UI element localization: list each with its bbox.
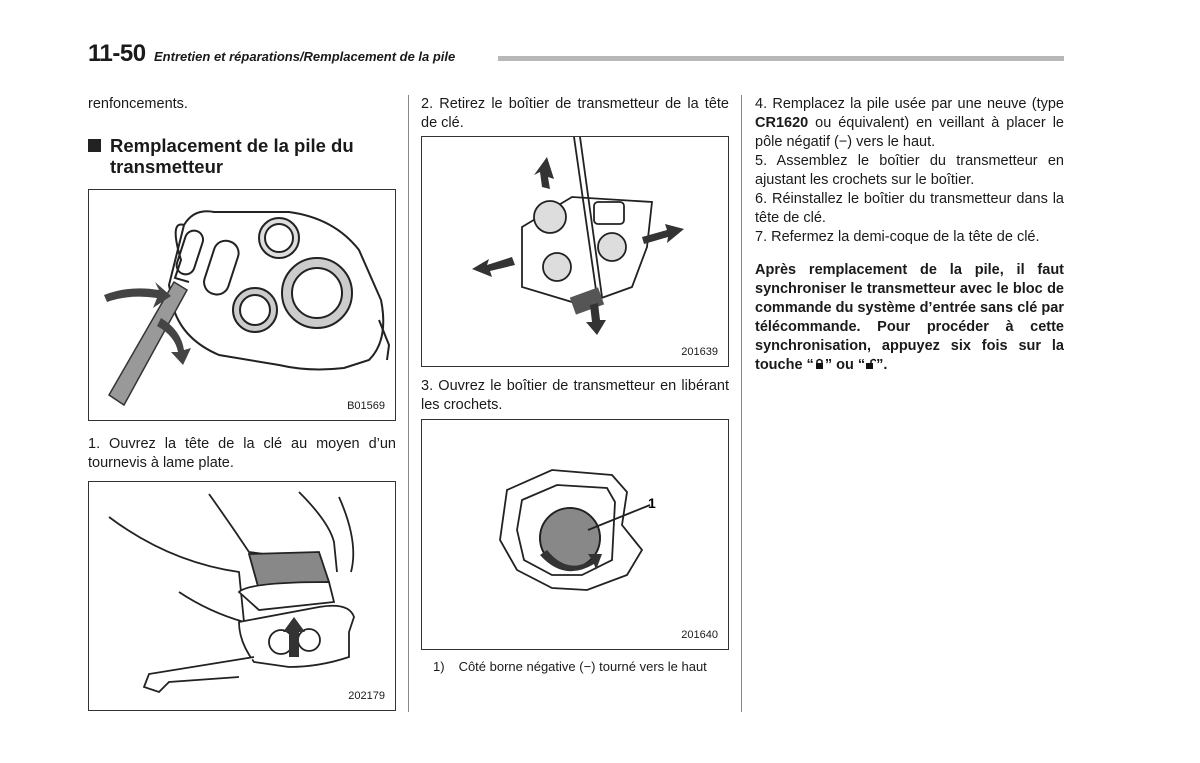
column-3 [755,95,1064,375]
open-casing-illustration [422,420,728,649]
battery-type: CR1620 [755,115,809,131]
heading-square-icon [88,139,101,152]
heading-line-2: transmetteur [110,156,224,177]
intro-text: renfoncements. [88,96,188,112]
column-divider-2 [741,95,742,712]
important-text: Après remplacement de la pile, il faut synchroniser le transmetteur avec le bloc de commande du système d’entrée sans clé par télécommande. Pour procéder à cette synchronisation, appuyez six fois sur la touche “ [755,262,1064,373]
figure-2-code: 202179 [348,690,385,702]
screwdriver-illustration [89,482,395,710]
unlock-key-icon [865,357,876,369]
important-mid: ” ou “ [824,357,866,373]
transmitter-removal-illustration [422,137,728,366]
figure-note [421,659,729,675]
column-divider-1 [408,95,409,712]
column-1 [88,95,396,711]
step-6: 6. Réinstallez le boîtier du transmetteur dans la tête de clé. [755,191,1064,226]
step-4-suffix: ou équivalent) en veillant à placer le pôle négatif (−) vers le haut. [755,115,1064,150]
page-number: 11-50 [88,40,146,67]
column-2 [421,95,729,675]
step-1: 1. Ouvrez la tête de la clé au moyen d’un tournevis à lame plate. [88,436,396,471]
figure-4-code: 201640 [681,629,718,641]
lock-key-icon [814,357,825,369]
figure-1-code: B01569 [347,400,385,412]
figure-screwdriver [88,481,396,711]
note-text: Côté borne négative (−) tourné vers le haut [458,659,707,674]
figure-open-casing [421,419,729,650]
step-5: 5. Assemblez le boîtier du transmetteur en ajustant les crochets sur le boîtier. [755,153,1064,188]
figure-3-code: 201639 [681,346,718,358]
figure-remove-transmitter [421,136,729,367]
figure-key-head-opening [88,189,396,421]
step-3: 3. Ouvrez le boîtier de transmetteur en libérant les crochets. [421,378,729,413]
important-note [755,261,1064,375]
step-4 [755,95,1064,152]
header-rule [498,56,1064,61]
note-number: 1) [433,659,445,674]
section-title: Entretien et réparations/Remplacement de la pile [154,49,456,64]
figure-4-callout: 1 [648,495,656,511]
section-heading [88,135,396,177]
heading-line-1: Remplacement de la pile du [110,135,354,156]
key-head-illustration [89,190,395,420]
step-4-prefix: 4. Remplacez la pile usée par une neuve (type [755,96,1064,112]
step-2: 2. Retirez le boîtier de transmetteur de la tête de clé. [421,96,729,131]
page-header [88,40,1064,68]
step-7: 7. Refermez la demi-coque de la tête de clé. [755,229,1040,245]
important-end: ”. [876,357,888,373]
